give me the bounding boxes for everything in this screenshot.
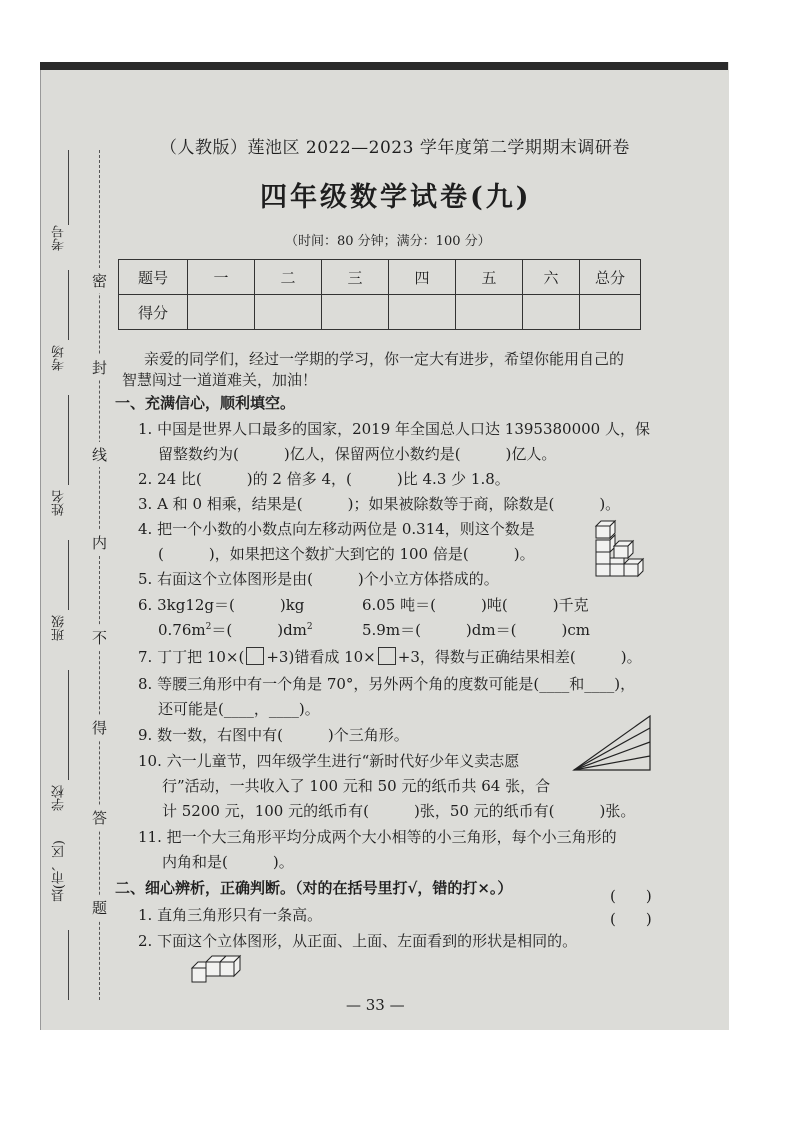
score-cell: 四 xyxy=(389,260,456,295)
page-number: — 33 — xyxy=(346,996,405,1014)
answer-paren-2[interactable]: ( ) xyxy=(610,910,652,928)
score-blank[interactable] xyxy=(523,295,580,330)
score-cell: 总分 xyxy=(580,260,641,295)
question-4-line-1: 4. 把一个小数的小数点向左移动两位是 0.314，则这个数是 xyxy=(138,520,535,538)
intro-line: 智慧闯过一道道难关，加油！ xyxy=(122,371,318,389)
question-10-line-2: 行”活动，一共收入了 100 元和 50 元的纸币共 64 张，合 xyxy=(162,777,551,795)
question-11-line-2: 内角和是( )。 xyxy=(162,853,294,871)
blank-square xyxy=(246,647,264,665)
question-11-line-1: 11. 把一个大三角形平均分成两个大小相等的小三角形，每个小三角形的 xyxy=(138,828,617,846)
seal-char: 题 xyxy=(92,895,107,920)
field-class: 班级 xyxy=(52,615,67,641)
cube-stack-figure xyxy=(590,518,654,582)
score-cell: 三 xyxy=(322,260,389,295)
question-1-line-1: 1. 中国是世界人口最多的国家，2019 年全国总人口达 1395380000 人，保 xyxy=(138,420,650,438)
superscript-2: 2 xyxy=(205,622,212,632)
photo-edge xyxy=(40,62,728,70)
score-blank[interactable] xyxy=(322,295,389,330)
score-blank[interactable] xyxy=(188,295,255,330)
field-exam-number-line xyxy=(68,150,69,225)
question-9: 9. 数一数，右图中有( )个三角形。 xyxy=(138,726,409,744)
score-blank[interactable] xyxy=(255,295,322,330)
q6-area-post: ＝( )dm xyxy=(211,621,307,639)
field-exam-number: 考号 xyxy=(52,225,67,251)
q7-mid: +3)错看成 10× xyxy=(266,648,376,666)
question-3: 3. A 和 0 相乘，结果是( )；如果被除数等于商，除数是( )。 xyxy=(138,495,621,513)
question-8-line-2: 还可能是(____，____)。 xyxy=(158,700,320,718)
question-6-part-3 xyxy=(158,619,313,640)
intro-line: 亲爱的同学们，经过一学期的学习，你一定大有进步，希望你能用自己的 xyxy=(144,350,625,368)
field-name: 姓名 xyxy=(52,490,67,516)
q6-area-pre: 0.76m xyxy=(158,621,206,639)
exam-subtitle: （人教版）莲池区 2022—2023 学年度第二学期期末调研卷 xyxy=(160,138,630,158)
seal-char: 密 xyxy=(92,268,107,293)
seal-char: 线 xyxy=(92,442,107,467)
question-6-part-1: 6. 3kg12g＝( )kg xyxy=(138,596,305,614)
score-cell: 六 xyxy=(523,260,580,295)
question-6-part-2: 6.05 吨＝( )吨( )千克 xyxy=(362,596,589,614)
score-table-header-row xyxy=(119,260,641,295)
question-7 xyxy=(138,646,642,667)
field-exam-room-line xyxy=(68,270,69,340)
field-school: 学校 xyxy=(52,785,67,811)
question-5: 5. 右面这个立体图形是由( )个小立方体搭成的。 xyxy=(138,570,499,588)
seal-char: 内 xyxy=(92,530,107,555)
exam-title: 四年级数学试卷(九) xyxy=(260,182,532,213)
score-cell: 得分 xyxy=(119,295,188,330)
score-cell: 一 xyxy=(188,260,255,295)
cube-row-figure xyxy=(190,954,242,986)
q7-post: +3，得数与正确结果相差( )。 xyxy=(397,648,642,666)
time-info: （时间：80 分钟；满分：100 分） xyxy=(285,234,491,249)
seal-char: 不 xyxy=(92,625,107,650)
question-8-line-1: 8. 等腰三角形中有一个角是 70°，另外两个角的度数可能是(____和____)， xyxy=(138,675,636,693)
seal-char: 得 xyxy=(92,715,107,740)
score-cell: 题号 xyxy=(119,260,188,295)
field-county: 县(市、区) xyxy=(52,840,67,903)
score-cell: 二 xyxy=(255,260,322,295)
score-blank[interactable] xyxy=(456,295,523,330)
question-2: 2. 24 比( )的 2 倍多 4，( )比 4.3 少 1.8。 xyxy=(138,470,510,488)
question-10-line-3: 计 5200 元，100 元的纸币有( )张，50 元的纸币有( )张。 xyxy=(162,802,636,820)
superscript-2: 2 xyxy=(306,622,313,632)
field-county-line xyxy=(68,930,69,1000)
field-name-line xyxy=(68,395,69,485)
score-table-score-row xyxy=(119,295,641,330)
score-blank[interactable] xyxy=(389,295,456,330)
question-6-part-4: 5.9m＝( )dm＝( )cm xyxy=(362,621,590,639)
section-2-question-2: 2. 下面这个立体图形，从正面、上面、左面看到的形状是相同的。 xyxy=(138,932,578,950)
question-4-line-2: ( )，如果把这个数扩大到它的 100 倍是( )。 xyxy=(158,545,535,563)
score-cell: 五 xyxy=(456,260,523,295)
score-table xyxy=(118,259,641,330)
seal-char: 封 xyxy=(92,355,107,380)
blank-square xyxy=(378,647,396,665)
question-1-line-2: 留整数约为( )亿人，保留两位小数约是( )亿人。 xyxy=(158,445,557,463)
score-blank[interactable] xyxy=(580,295,641,330)
question-10-line-1: 10. 六一儿童节，四年级学生进行“新时代好少年义卖志愿 xyxy=(138,752,520,770)
field-school-line xyxy=(68,670,69,780)
section-2-heading: 二、细心辨析，正确判断。（对的在括号里打√，错的打×。） xyxy=(115,879,513,897)
section-1-heading: 一、充满信心，顺利填空。 xyxy=(115,394,296,412)
field-exam-room: 考场 xyxy=(52,345,67,371)
answer-paren-1[interactable]: ( ) xyxy=(610,887,652,905)
seal-char: 答 xyxy=(92,805,107,830)
triangle-fan-figure xyxy=(570,712,656,774)
section-2-question-1: 1. 直角三角形只有一条高。 xyxy=(138,906,323,924)
field-class-line xyxy=(68,540,69,610)
q7-pre: 7. 丁丁把 10×( xyxy=(138,648,245,666)
